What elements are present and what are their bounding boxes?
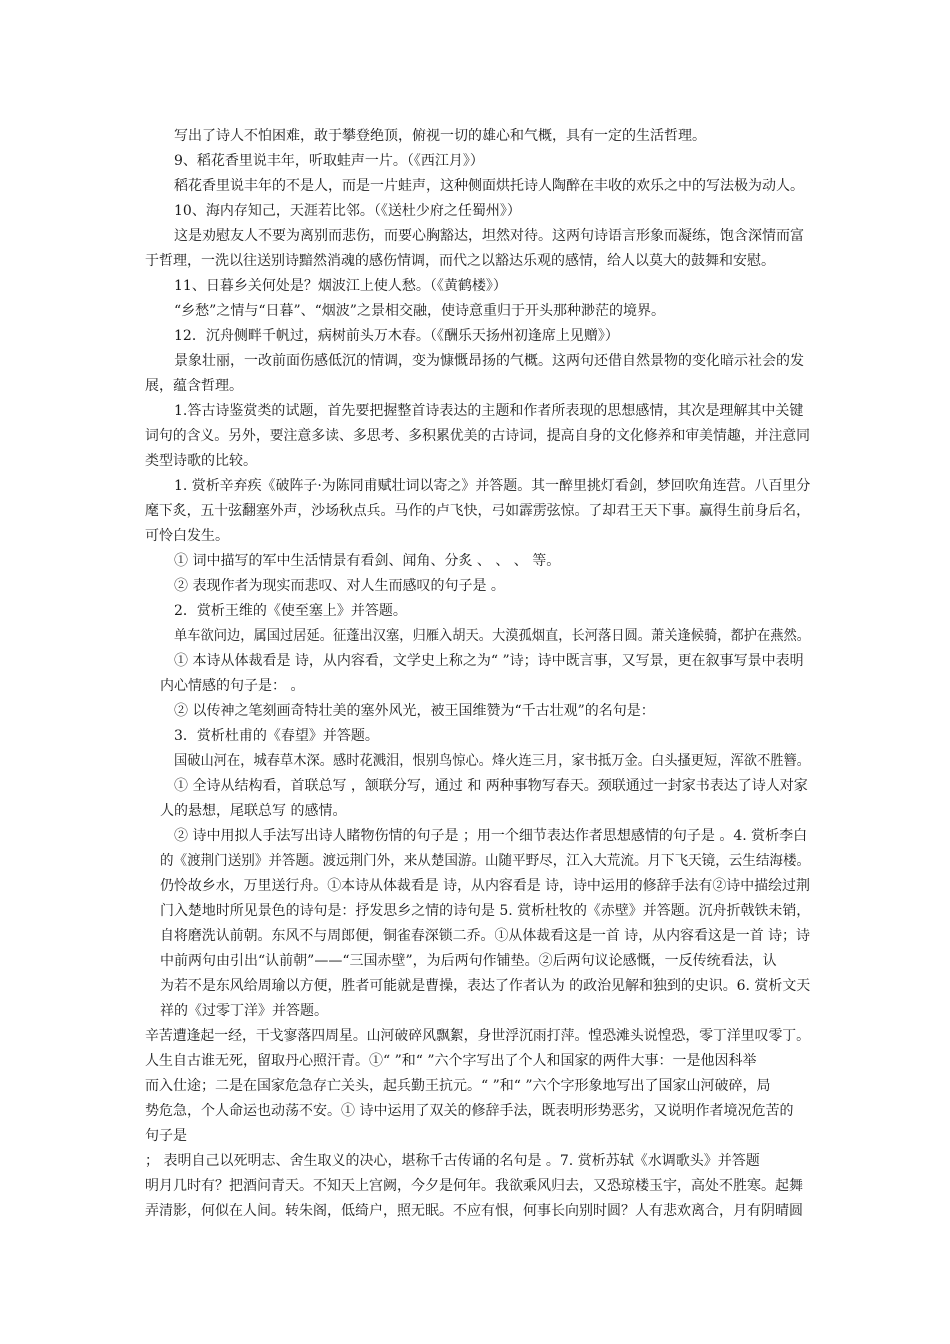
text-line: 1.答古诗鉴赏类的试题，首先要把握整首诗表达的主题和作者所表现的思想感情，其次是理解其中关键 [174, 403, 804, 419]
text-line: 3．赏析杜甫的《春望》并答题。 [174, 728, 379, 744]
text-line: 写出了诗人不怕困难，敢于攀登绝顶，俯视一切的雄心和气概，具有一定的生活哲理。 [174, 128, 706, 144]
text-line: 9、稻花香里说丰年，听取蛙声一片。（《西江月》） [174, 153, 484, 169]
text-line: 辛苦遭逢起一经，干戈寥落四周星。山河破碎风飘絮，身世浮沉雨打萍。惶恐滩头说惶恐，零丁洋里叹零丁。 [145, 1028, 811, 1044]
text-line: 1. 赏析辛弃疾《破阵子·为陈同甫赋壮词以寄之》并答题。其一醉里挑灯看剑，梦回吹角连营。八百里分 [174, 478, 811, 494]
text-line: 仍怜故乡水，万里送行舟。①本诗从体裁看是 诗，从内容看是 诗，诗中运用的修辞手法有②诗中描绘过荆 [160, 878, 810, 894]
text-line: 明月几时有？把酒问青天。不知天上宫阙，今夕是何年。我欲乘风归去，又恐琼楼玉宇，高处不胜寒。起舞 [145, 1178, 803, 1194]
text-line: 人生自古谁无死，留取丹心照汗青。①“ ”和“ ”六个字写出了个人和国家的两件大事：一是他因科举 [145, 1053, 757, 1069]
text-line: 词句的含义。另外，要注意多读、多思考、多积累优美的古诗词，提高自身的文化修养和审美情趣，并注意同 [145, 428, 811, 444]
text-line: 于哲理，一洗以往送别诗黯然消魂的感伤情调，而代之以豁达乐观的感情，给人以莫大的鼓舞和安慰。 [145, 253, 775, 269]
text-line: 11、日暮乡关何处是？烟波江上使人愁。（《黄鹤楼》） [174, 278, 507, 294]
text-line: 10、海内存知己，天涯若比邻。（《送杜少府之任蜀州》） [174, 203, 521, 219]
text-line: 弄清影，何似在人间。转朱阁，低绮户，照无眠。不应有恨，何事长向别时圆？人有悲欢离合，月有阴晴圆 [145, 1203, 803, 1219]
text-line: 12．沉舟侧畔千帆过，病树前头万木春。（《酬乐天扬州初逢席上见赠》） [174, 328, 619, 344]
text-line: 单车欲问边，属国过居延。征蓬出汉塞，归雁入胡天。大漠孤烟直，长河落日圆。萧关逢候骑，都护在燕然。 [174, 628, 810, 644]
text-line: ① 本诗从体裁看是 诗，从内容看，文学史上称之为“ ”诗；诗中既言事，又写景，更在叙事写景中表明 [174, 653, 804, 669]
text-line: 2．赏析王维的《使至塞上》并答题。 [174, 603, 407, 619]
text-line: 稻花香里说丰年的不是人，而是一片蛙声，这种侧面烘托诗人陶醉在丰收的欢乐之中的写法极为动人。 [174, 178, 804, 194]
text-line: 类型诗歌的比较。 [145, 453, 257, 469]
text-line: ① 全诗从结构看，首联总写 ，颔联分写，通过 和 两种事物写春天。颈联通过一封家书表达了诗人对家 [174, 778, 808, 794]
text-line: 可怜白发生。 [145, 528, 229, 544]
text-line: 展，蕴含哲理。 [145, 378, 243, 394]
text-line: 人的悬想，尾联总写 的感情。 [160, 803, 347, 819]
text-line: ① 词中描写的军中生活情景有看剑、闻角、分炙 、 、 、 等。 [174, 553, 561, 569]
text-line: 景象壮丽，一改前面伤感低沉的情调，变为慷慨昂扬的气概。这两句还借自然景物的变化暗示社会的发 [174, 353, 804, 369]
text-line: ； 表明自己以死明志、舍生取义的决心，堪称千古传诵的名句是 。7. 赏析苏轼《水调歌头》并答题 [145, 1153, 760, 1169]
text-line: 中前两句由引出“认前朝”——“三国赤壁”，为后两句作铺垫。②后两句议论感慨，一反传统看法，认 [160, 953, 777, 969]
text-line: 国破山河在，城春草木深。感时花溅泪，恨别鸟惊心。烽火连三月，家书抵万金。白头搔更短，浑欲不胜簪。 [174, 753, 810, 769]
text-line: 内心情感的句子是： 。 [160, 678, 305, 694]
text-line: 而入仕途；二是在国家危急存亡关头，起兵勤王抗元。“ ”和“ ”六个字形象地写出了国家山河破碎，局 [145, 1078, 771, 1094]
text-line: 祥的《过零丁洋》并答题。 [160, 1003, 328, 1019]
text-line: “乡愁”之情与“日暮”、“烟波”之景相交融，使诗意重归于开头那种渺茫的境界。 [174, 303, 665, 319]
text-line: 这是劝慰友人不要为离别而悲伤，而要心胸豁达，坦然对待。这两句诗语言形象而凝练，饱含深情而富 [174, 228, 804, 244]
text-line: 句子是 [145, 1128, 187, 1144]
text-line: ② 诗中用拟人手法写出诗人睹物伤情的句子是 ；用一个细节表达作者思想感情的句子是 。4. 赏析李白 [174, 828, 808, 844]
text-line: 为若不是东风给周瑜以方便，胜者可能就是曹操，表达了作者认为 的政治见解和独到的史识。6. 赏析文天 [160, 978, 811, 994]
text-line: 自将磨洗认前朝。东风不与周郎便，铜雀春深锁二乔。①从体裁看这是一首 诗，从内容看这是一首 诗；诗 [160, 928, 810, 944]
text-line: 的《渡荆门送别》并答题。渡远荆门外，来从楚国游。山随平野尽，江入大荒流。月下飞天镜，云生结海楼。 [160, 853, 811, 869]
text-line: 门入楚地时所见景色的诗句是：抒发思乡之情的诗句是 5. 赏析杜牧的《赤壁》并答题。沉舟折戟铁未销， [160, 903, 811, 919]
text-line: ② 表现作者为现实而悲叹、对人生而感叹的句子是 。 [174, 578, 505, 594]
text-line: 势危急，个人命运也动荡不安。① 诗中运用了双关的修辞手法，既表明形势恶劣，又说明作者境况危苦的 [145, 1103, 794, 1119]
text-line: 麾下炙，五十弦翻塞外声，沙场秋点兵。马作的卢飞快，弓如霹雳弦惊。了却君王天下事。赢得生前身后名， [145, 503, 811, 519]
text-line: ② 以传神之笔刻画奇特壮美的塞外风光，被王国维赞为“千古壮观”的名句是： [174, 703, 655, 719]
